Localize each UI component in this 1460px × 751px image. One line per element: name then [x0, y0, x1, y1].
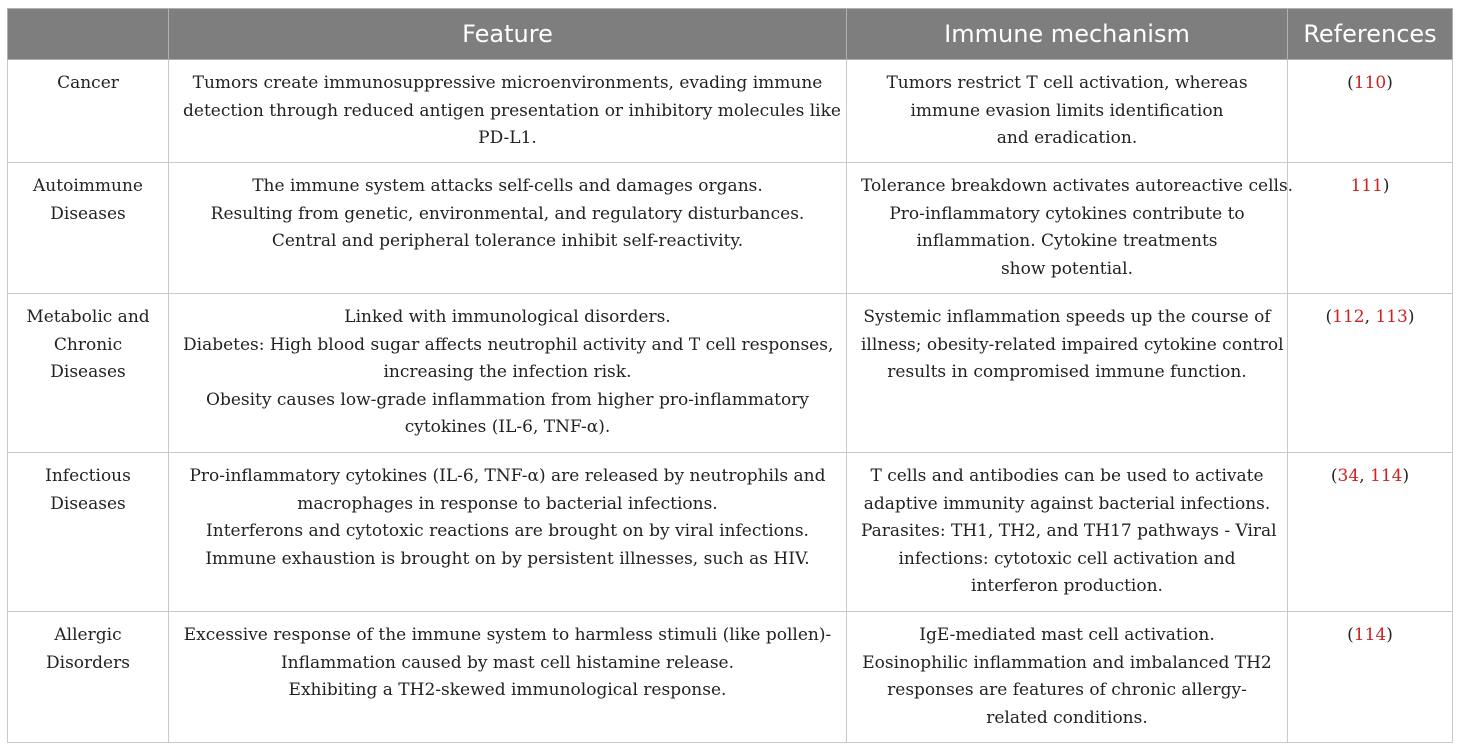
feature-line: Exhibiting a TH2-skewed immunological response.: [288, 680, 727, 700]
header-immune-mechanism: Immune mechanism: [847, 9, 1288, 60]
table-header: [8, 9, 1453, 60]
row-mechanism: [847, 294, 1288, 453]
category-line: Infectious: [45, 466, 131, 486]
mechanism-line: IgE-mediated mast cell activation.: [919, 625, 1215, 645]
feature-line: Obesity causes low-grade inflammation from higher pro-inflammatory: [206, 389, 809, 410]
mechanism-line: responses are features of chronic allergy-: [887, 680, 1247, 700]
category-line: Autoimmune: [33, 176, 143, 196]
ref-separator: ,: [1364, 307, 1376, 327]
row-feature: [169, 453, 847, 612]
ref-open-paren: (: [1347, 73, 1354, 93]
table-row: [8, 453, 1453, 612]
table-row: [8, 612, 1453, 743]
feature-line: The immune system attacks self-cells and damages organs.: [252, 176, 763, 196]
ref-open-paren: (: [1330, 466, 1338, 486]
row-feature: [169, 612, 847, 743]
mechanism-line: Eosinophilic inflammation and imbalanced TH2: [862, 652, 1272, 673]
category-line: Diseases: [50, 362, 126, 382]
table-body: [8, 60, 1453, 743]
row-category: [8, 612, 169, 743]
feature-line: increasing the infection risk.: [383, 362, 632, 382]
mechanism-line: Parasites: TH1, TH2, and TH17 pathways - Viral: [861, 521, 1277, 541]
category-line: Diseases: [50, 493, 126, 514]
feature-line: macrophages in response to bacterial infections.: [297, 493, 718, 514]
mechanism-line: show potential.: [1000, 258, 1134, 279]
feature-line: Pro-inflammatory cytokines (IL-6, TNF-α) are released by neutrophils and: [189, 466, 826, 486]
mechanism-line: inflammation. Cytokine treatments: [916, 231, 1218, 251]
mechanism-line: T cells and antibodies can be used to activate: [870, 466, 1264, 486]
header-category: [8, 9, 169, 60]
row-category: [8, 163, 169, 294]
ref-close-paren: ): [1386, 73, 1393, 93]
mechanism-line: Tumors restrict T cell activation, whereas: [886, 73, 1248, 93]
table-row: [8, 163, 1453, 294]
row-references: [1288, 453, 1453, 612]
row-references: [1288, 294, 1453, 453]
row-references: [1288, 612, 1453, 743]
mechanism-line: Pro-inflammatory cytokines contribute to: [889, 203, 1245, 224]
row-category: [8, 294, 169, 453]
reference-link[interactable]: 114: [1353, 625, 1387, 645]
feature-line: Inflammation caused by mast cell histamine release.: [280, 652, 735, 673]
category-line: Cancer: [57, 73, 119, 93]
feature-line: Interferons and cytotoxic reactions are brought on by viral infections.: [206, 521, 809, 541]
category-line: Chronic: [53, 334, 123, 355]
feature-line: Resulting from genetic, environmental, and regulatory disturbances.: [210, 203, 805, 224]
feature-line: cytokines (IL-6, TNF-α).: [404, 417, 611, 437]
ref-close-paren: ): [1382, 176, 1390, 196]
feature-line: Linked with immunological disorders.: [344, 307, 671, 327]
reference-link[interactable]: 34: [1337, 466, 1360, 486]
feature-line: Tumors create immunosuppressive microenvironments, evading immune: [192, 73, 823, 93]
mechanism-line: infections: cytotoxic cell activation and: [898, 548, 1236, 569]
mechanism-line: related conditions.: [986, 707, 1148, 728]
row-mechanism: [847, 60, 1288, 163]
row-category: [8, 60, 169, 163]
table-row: [8, 60, 1453, 163]
mechanism-line: Systemic inflammation speeds up the course of: [863, 307, 1271, 327]
row-references: [1288, 60, 1453, 163]
header-row: [8, 9, 1453, 60]
feature-line: PD-L1.: [478, 128, 537, 148]
row-category: [8, 453, 169, 612]
mechanism-line: illness; obesity-related impaired cytokine control: [861, 334, 1284, 355]
header-references: References: [1288, 9, 1453, 60]
mechanism-line: adaptive immunity against bacterial infections.: [863, 493, 1271, 514]
reference-link[interactable]: 112: [1332, 307, 1365, 327]
reference-link[interactable]: 113: [1375, 307, 1408, 327]
row-mechanism: [847, 163, 1294, 294]
ref-close-paren: ): [1402, 466, 1410, 486]
feature-line: Excessive response of the immune system to harmless stimuli (like pollen)-: [183, 625, 832, 645]
mechanism-line: interferon production.: [971, 576, 1163, 596]
ref-open-paren: (: [1325, 307, 1333, 327]
ref-separator: ,: [1359, 466, 1370, 486]
mechanism-line: immune evasion limits identification: [910, 100, 1224, 121]
row-references: [1288, 163, 1453, 294]
row-mechanism: [847, 453, 1288, 612]
table-row: [8, 294, 1453, 453]
category-line: Diseases: [50, 203, 126, 224]
mechanism-line: Tolerance breakdown activates autoreactive cells.: [861, 176, 1294, 196]
mechanism-line: and eradication.: [996, 128, 1138, 148]
ref-close-paren: ): [1407, 307, 1415, 327]
header-feature: Feature: [169, 9, 847, 60]
ref-open-paren: (: [1347, 625, 1354, 645]
row-feature: [169, 163, 847, 294]
row-mechanism: [847, 612, 1288, 743]
reference-link[interactable]: 110: [1353, 73, 1387, 93]
row-feature: [169, 294, 847, 453]
immune-features-table: [7, 8, 1453, 743]
feature-line: Central and peripheral tolerance inhibit self-reactivity.: [271, 231, 744, 251]
feature-line: Immune exhaustion is brought on by persistent illnesses, such as HIV.: [205, 548, 810, 569]
category-line: Allergic: [54, 625, 122, 645]
feature-line: Diabetes: High blood sugar affects neutrophil activity and T cell responses,: [183, 334, 834, 355]
category-line: Disorders: [46, 652, 130, 673]
ref-close-paren: ): [1386, 625, 1393, 645]
row-feature: [169, 60, 847, 163]
feature-line: detection through reduced antigen presentation or inhibitory molecules like: [183, 100, 841, 121]
reference-link[interactable]: 114: [1370, 466, 1403, 486]
reference-link[interactable]: 111: [1350, 176, 1383, 196]
category-line: Metabolic and: [26, 307, 150, 327]
mechanism-line: results in compromised immune function.: [887, 362, 1247, 382]
